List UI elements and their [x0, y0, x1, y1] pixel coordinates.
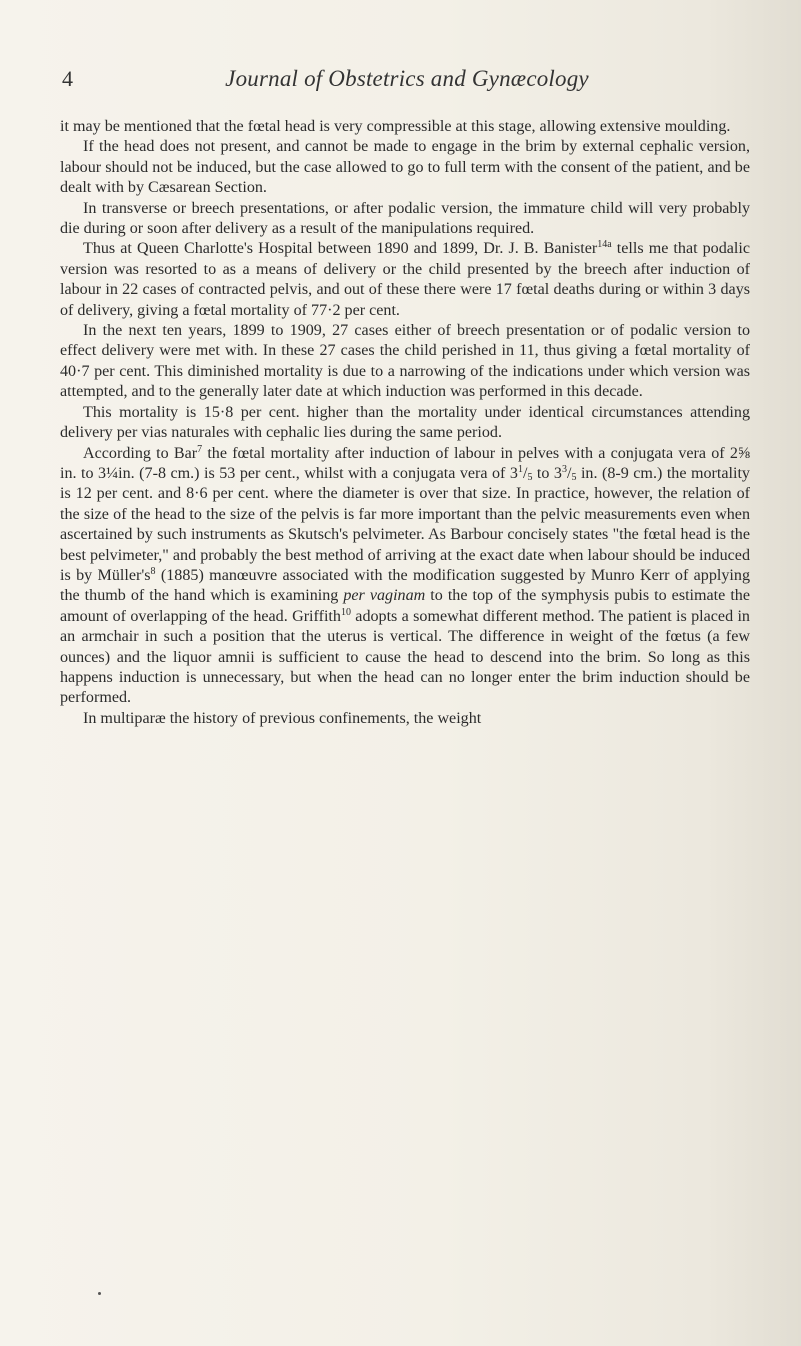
paragraph: [60, 117, 750, 137]
page-header: [62, 66, 752, 100]
text-segment: /: [566, 464, 572, 482]
reference-superscript: 8: [150, 565, 156, 577]
text-segment: If the head does not present, and cannot be made to engage in the brim by external cephalic version, labour should not be induced, but the case allowed to go to full term with the consent of the patient, and be dealt with by Cæsarean Section.: [60, 138, 750, 197]
paragraph: [60, 137, 750, 198]
text-segment: to 3: [532, 464, 562, 482]
paragraph: [60, 321, 750, 403]
reference-superscript: 1: [517, 463, 523, 475]
paragraph: [60, 239, 750, 321]
reference-superscript: 3: [561, 463, 567, 475]
ink-speck: [98, 1292, 101, 1295]
text-segment: /: [522, 464, 528, 482]
paragraph: [60, 403, 750, 444]
paragraph: [60, 709, 750, 729]
paragraph: [60, 444, 750, 709]
text-segment: the fœtal mortality after induction of labour in pelves with a conjugata vera of 2⅝ in. to 3¼in. (7-8 cm.) is 53 per cent., whilst with a conjugata vera of 3: [60, 444, 750, 482]
text-segment: to the top of the symphysis pubis to estimate the amount of overlapping of the head. Griffith: [60, 587, 750, 625]
fraction-subscript: 5: [527, 471, 533, 483]
text-segment: According to Bar: [83, 444, 198, 462]
text-segment: In transverse or breech presentations, or after podalic version, the immature child will very probably die during or soon after delivery as a result of the manipulations required.: [60, 199, 750, 238]
text-segment: (1885) manœuvre associated with the modification suggested by Munro Kerr of applying the thumb of the hand which is examining: [60, 566, 750, 605]
fraction-subscript: 5: [571, 471, 577, 483]
text-segment: in. (8-9 cm.) the mortality is 12 per cent. and 8·6 per cent. where the diameter is over that size. In practice, however, the relation of the size of the head to the size of the pelvis is far more important than the pelvic measurements even when ascertained by such instruments as Skutsch's pelvimeter. As Barbour concisely states "the fœtal head is the best pelvimeter," and probably the best method of arriving at the exact date when labour should be induced is by Müller's: [60, 464, 750, 584]
text-segment: it may be mentioned that the fœtal head is very compressible at this stage, allowing extensive moulding.: [60, 118, 731, 135]
body-text: [60, 117, 750, 729]
text-segment: tells me that podalic version was resorted to as a means of delivery or the child presented by the breech after induction of labour in 22 cases of contracted pelvis, and out of these there were 17 fœtal deaths during or within 3 days of delivery, giving a fœtal mortality of 77·2 per cent.: [60, 240, 750, 319]
text-segment: In the next ten years, 1899 to 1909, 27 cases either of breech presentation or of podalic version to effect delivery were met with. In these 27 cases the child perished in 11, thus giving a fœtal mortality of 40·7 per cent. This diminished mortality is due to a narrowing of the indications under which version was attempted, and to the generally later date at which induction was performed in this decade.: [60, 322, 750, 401]
reference-superscript: 14a: [597, 239, 612, 251]
page-number: 4: [62, 66, 73, 91]
text-segment: adopts a somewhat different method. The patient is placed in an armchair in such a position that the uterus is vertical. The difference in weight of the fœtus (a few ounces) and the liquor amnii is sufficient to cause the head to descend into the brim. So long as this happens induction is unnecessary, but when the head can no longer enter the brim induction should be performed.: [60, 607, 750, 707]
reference-superscript: 7: [197, 443, 203, 455]
text-segment: In multiparæ the history of previous confinements, the weight: [83, 709, 482, 727]
text-segment: Thus at Queen Charlotte's Hospital between 1890 and 1899, Dr. J. B. Banister: [83, 240, 598, 258]
paragraph: [60, 199, 750, 240]
text-segment: This mortality is 15·8 per cent. higher than the mortality under identical circumstances attending delivery per vias naturales with cephalic lies during the same period.: [60, 403, 750, 442]
text-segment: per vaginam: [343, 587, 426, 605]
reference-superscript: 10: [340, 606, 351, 618]
running-head: Journal of Obstetrics and Gynæcology: [225, 66, 589, 91]
